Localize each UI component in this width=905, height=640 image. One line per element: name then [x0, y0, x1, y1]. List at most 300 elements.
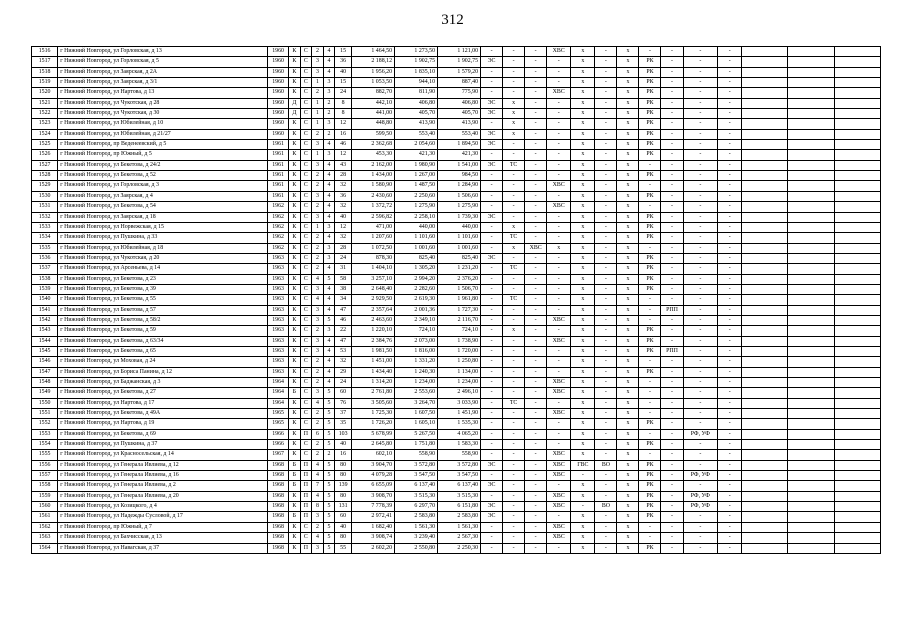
table-cell: П: [300, 502, 312, 512]
table-cell: -: [525, 129, 547, 139]
table-cell: П: [300, 543, 312, 553]
table-cell: -: [718, 78, 742, 88]
table-cell: 24: [335, 253, 352, 263]
table-row: [32, 98, 881, 108]
table-cell: 4: [323, 212, 335, 222]
table-cell: 406,80: [438, 98, 481, 108]
table-cell: [834, 543, 880, 553]
table-cell: [742, 274, 788, 284]
table-cell: х: [617, 119, 639, 129]
table-cell: -: [661, 419, 683, 429]
table-cell: -: [595, 326, 617, 336]
table-cell: -: [661, 78, 683, 88]
table-cell: [742, 119, 788, 129]
table-cell: 448,80: [352, 119, 395, 129]
table-cell: [834, 357, 880, 367]
table-cell: [742, 429, 788, 439]
table-cell: 2 583,80: [438, 512, 481, 522]
table-cell: х: [617, 264, 639, 274]
table-cell: [834, 274, 880, 284]
table-cell: -: [547, 171, 571, 181]
table-cell: -: [525, 109, 547, 119]
table-cell: РПП: [661, 305, 683, 315]
table-row: [32, 67, 881, 77]
table-cell: -: [595, 398, 617, 408]
table-cell: 1554: [32, 440, 58, 450]
table-cell: -: [661, 67, 683, 77]
table-cell: [742, 150, 788, 160]
table-cell: х: [571, 222, 595, 232]
table-cell: 1960: [268, 98, 289, 108]
table-cell: П: [300, 471, 312, 481]
table-cell: [788, 98, 834, 108]
table-cell: -: [595, 295, 617, 305]
table-cell: РК: [639, 481, 661, 491]
table-cell: х: [617, 295, 639, 305]
table-cell: х: [503, 98, 525, 108]
table-cell: РК: [639, 543, 661, 553]
table-cell: [742, 129, 788, 139]
table-cell: РК: [639, 367, 661, 377]
table-cell: 4: [312, 471, 324, 481]
table-cell: РК: [639, 491, 661, 501]
table-cell: ХВС: [547, 202, 571, 212]
table-cell: 2 362,68: [352, 140, 395, 150]
table-cell: -: [525, 440, 547, 450]
table-cell: -: [503, 253, 525, 263]
table-cell: 4: [323, 67, 335, 77]
table-cell: -: [547, 367, 571, 377]
table-cell: ХВС: [547, 502, 571, 512]
table-cell: -: [718, 450, 742, 460]
table-cell: РК: [639, 471, 661, 481]
table-cell: С: [300, 409, 312, 419]
table-cell: -: [547, 140, 571, 150]
table-row: [32, 171, 881, 181]
table-cell: -: [503, 460, 525, 470]
table-cell: -: [525, 481, 547, 491]
table-cell: 4 065,20: [438, 429, 481, 439]
table-cell: 3: [312, 160, 324, 170]
table-cell: 2 349,10: [395, 315, 438, 325]
table-cell: -: [525, 98, 547, 108]
table-cell: РК: [639, 140, 661, 150]
table-cell: -: [639, 295, 661, 305]
table-cell: -: [503, 57, 525, 67]
table-row: [32, 502, 881, 512]
table-cell: 775,90: [438, 88, 481, 98]
table-cell: -: [718, 202, 742, 212]
table-cell: -: [683, 481, 718, 491]
table-cell: РК: [639, 129, 661, 139]
table-cell: С: [300, 140, 312, 150]
table-cell: -: [525, 502, 547, 512]
table-cell: 1 231,20: [438, 264, 481, 274]
table-cell: [834, 109, 880, 119]
table-cell: -: [481, 295, 503, 305]
table-cell: х: [571, 202, 595, 212]
table-cell: г Нижний Новгород, ул Пушкина, д 37: [58, 440, 268, 450]
table-row: [32, 284, 881, 294]
table-cell: -: [525, 233, 547, 243]
table-cell: -: [547, 78, 571, 88]
table-cell: 984,50: [438, 171, 481, 181]
table-cell: -: [503, 378, 525, 388]
table-cell: г Нижний Новгород, ул Арсеньева, д 14: [58, 264, 268, 274]
table-cell: 602,10: [352, 450, 395, 460]
table-cell: 1564: [32, 543, 58, 553]
table-cell: [742, 367, 788, 377]
table-cell: -: [503, 78, 525, 88]
table-cell: 1963: [268, 274, 289, 284]
table-cell: -: [595, 57, 617, 67]
table-cell: -: [683, 264, 718, 274]
table-row: [32, 315, 881, 325]
table-cell: х: [503, 243, 525, 253]
table-cell: К: [289, 222, 301, 232]
table-cell: С: [300, 47, 312, 57]
table-cell: 1: [312, 78, 324, 88]
table-cell: -: [547, 357, 571, 367]
table-cell: К: [289, 150, 301, 160]
table-cell: [788, 481, 834, 491]
table-cell: -: [683, 274, 718, 284]
table-cell: 1 961,80: [438, 295, 481, 305]
table-cell: х: [571, 409, 595, 419]
table-cell: -: [525, 388, 547, 398]
table-cell: К: [289, 253, 301, 263]
table-cell: -: [503, 471, 525, 481]
table-cell: -: [595, 512, 617, 522]
table-cell: 442,10: [352, 98, 395, 108]
table-cell: -: [661, 502, 683, 512]
table-cell: -: [525, 191, 547, 201]
table-cell: 24: [335, 88, 352, 98]
table-row: [32, 212, 881, 222]
table-cell: -: [525, 67, 547, 77]
table-cell: -: [661, 202, 683, 212]
table-cell: 4: [323, 171, 335, 181]
table-cell: 4 079,28: [352, 471, 395, 481]
table-cell: 2: [323, 109, 335, 119]
table-cell: 1 101,60: [438, 233, 481, 243]
table-cell: -: [683, 222, 718, 232]
table-cell: -: [547, 440, 571, 450]
table-cell: [834, 47, 880, 57]
table-cell: [742, 47, 788, 57]
table-cell: С: [300, 191, 312, 201]
table-cell: 1533: [32, 222, 58, 232]
table-cell: [742, 533, 788, 543]
table-cell: -: [661, 398, 683, 408]
table-cell: -: [547, 109, 571, 119]
table-cell: -: [481, 409, 503, 419]
table-cell: -: [595, 440, 617, 450]
table-cell: 3: [312, 57, 324, 67]
table-cell: РК: [639, 88, 661, 98]
table-cell: 1: [312, 109, 324, 119]
table-cell: г Нижний Новгород, пр Южный, д 5: [58, 150, 268, 160]
table-cell: -: [525, 378, 547, 388]
table-cell: -: [718, 502, 742, 512]
table-cell: 6 151,80: [438, 502, 481, 512]
table-cell: 28: [335, 243, 352, 253]
table-cell: РК: [639, 98, 661, 108]
table-cell: 1 434,00: [352, 171, 395, 181]
table-cell: К: [289, 233, 301, 243]
table-cell: РПП: [661, 346, 683, 356]
table-cell: 1 275,90: [395, 202, 438, 212]
table-cell: С: [300, 212, 312, 222]
table-cell: 3: [323, 88, 335, 98]
table-cell: х: [571, 119, 595, 129]
table-cell: 1559: [32, 491, 58, 501]
table-cell: 5: [323, 429, 335, 439]
table-cell: -: [718, 57, 742, 67]
table-cell: -: [718, 119, 742, 129]
table-cell: 1519: [32, 78, 58, 88]
table-cell: -: [661, 171, 683, 181]
table-cell: х: [617, 522, 639, 532]
table-cell: 4: [312, 491, 324, 501]
table-row: [32, 450, 881, 460]
table-cell: 887,40: [438, 78, 481, 88]
table-cell: -: [503, 67, 525, 77]
table-cell: 1 234,00: [395, 378, 438, 388]
table-cell: 1968: [268, 502, 289, 512]
table-cell: -: [525, 450, 547, 460]
table-cell: х: [571, 233, 595, 243]
table-cell: [834, 388, 880, 398]
table-cell: 2 162,00: [352, 160, 395, 170]
table-cell: 2 384,76: [352, 336, 395, 346]
table-cell: С: [300, 533, 312, 543]
table-cell: -: [547, 160, 571, 170]
table-cell: [834, 264, 880, 274]
table-cell: 3 033,90: [438, 398, 481, 408]
table-cell: -: [481, 346, 503, 356]
table-cell: 5: [323, 481, 335, 491]
table-cell: -: [683, 543, 718, 553]
table-cell: 5: [323, 491, 335, 501]
table-cell: 3: [323, 253, 335, 263]
table-cell: -: [661, 109, 683, 119]
table-cell: 1960: [268, 67, 289, 77]
table-cell: -: [595, 346, 617, 356]
table-cell: г Нижний Новгород, ул Навагская, д 37: [58, 543, 268, 553]
table-cell: 1544: [32, 336, 58, 346]
table-cell: [834, 284, 880, 294]
table-cell: [788, 533, 834, 543]
table-cell: -: [683, 388, 718, 398]
table-cell: -: [683, 378, 718, 388]
table-cell: -: [683, 460, 718, 470]
table-cell: 5: [323, 533, 335, 543]
table-cell: х: [571, 88, 595, 98]
table-cell: [834, 367, 880, 377]
table-cell: -: [503, 191, 525, 201]
table-cell: х: [571, 129, 595, 139]
table-cell: РК: [639, 191, 661, 201]
table-cell: К: [289, 129, 301, 139]
table-cell: 882,70: [352, 88, 395, 98]
table-cell: -: [481, 398, 503, 408]
table-cell: -: [595, 315, 617, 325]
table-cell: 3 908,74: [352, 533, 395, 543]
table-cell: г Нижний Новгород, ул Заярская, д 4: [58, 191, 268, 201]
table-cell: 2: [312, 171, 324, 181]
table-cell: -: [481, 150, 503, 160]
table-cell: х: [571, 398, 595, 408]
table-cell: 1 561,30: [395, 522, 438, 532]
table-cell: х: [503, 222, 525, 232]
table-cell: -: [481, 367, 503, 377]
table-cell: -: [503, 171, 525, 181]
table-cell: [742, 171, 788, 181]
table-cell: [788, 140, 834, 150]
table-cell: РФ, УФ: [683, 491, 718, 501]
table-cell: 80: [335, 471, 352, 481]
table-cell: -: [503, 150, 525, 160]
table-row: [32, 222, 881, 232]
table-cell: 4: [323, 191, 335, 201]
table-cell: 2: [312, 202, 324, 212]
table-cell: ХВС: [547, 522, 571, 532]
table-cell: [788, 336, 834, 346]
table-cell: х: [571, 522, 595, 532]
table-cell: -: [595, 481, 617, 491]
table-cell: -: [481, 47, 503, 57]
table-cell: 1 121,00: [438, 47, 481, 57]
table-cell: х: [571, 57, 595, 67]
table-cell: г Нижний Новгород, ул Генерала Ивлиева, д 12: [58, 460, 268, 470]
table-cell: г Нижний Новгород, ул Бахчисская, д 13: [58, 533, 268, 543]
table-cell: 1539: [32, 284, 58, 294]
table-cell: С: [300, 346, 312, 356]
table-cell: -: [595, 243, 617, 253]
table-cell: [788, 440, 834, 450]
table-cell: -: [595, 202, 617, 212]
table-cell: -: [683, 57, 718, 67]
table-cell: 1 682,40: [352, 522, 395, 532]
table-cell: 4: [323, 357, 335, 367]
table-cell: 1 902,75: [438, 57, 481, 67]
table-cell: 2: [312, 181, 324, 191]
table-cell: 2 567,30: [438, 533, 481, 543]
table-cell: -: [525, 357, 547, 367]
table-cell: 3 908,70: [352, 491, 395, 501]
table-cell: -: [718, 295, 742, 305]
table-cell: [742, 191, 788, 201]
table-cell: [788, 450, 834, 460]
table-cell: 1: [312, 119, 324, 129]
table-cell: -: [683, 315, 718, 325]
table-cell: -: [683, 357, 718, 367]
table-cell: [788, 253, 834, 263]
table-cell: 2 972,41: [352, 512, 395, 522]
table-cell: 38: [335, 284, 352, 294]
table-cell: 1517: [32, 57, 58, 67]
table-cell: -: [683, 450, 718, 460]
table-cell: -: [503, 181, 525, 191]
table-cell: [834, 336, 880, 346]
table-cell: 1 894,50: [438, 140, 481, 150]
table-cell: г Нижний Новгород, ул Надежды Сусловой, д 17: [58, 512, 268, 522]
table-cell: 3: [312, 346, 324, 356]
table-cell: К: [289, 119, 301, 129]
table-cell: -: [525, 398, 547, 408]
table-cell: 4: [323, 295, 335, 305]
table-cell: [834, 419, 880, 429]
table-cell: 2 619,30: [395, 295, 438, 305]
table-cell: 1561: [32, 512, 58, 522]
table-cell: -: [503, 522, 525, 532]
table-cell: -: [595, 388, 617, 398]
table-cell: 413,90: [438, 119, 481, 129]
table-cell: 40: [335, 522, 352, 532]
table-cell: 5: [323, 460, 335, 470]
table-cell: -: [525, 202, 547, 212]
table-cell: -: [525, 171, 547, 181]
table-cell: [788, 429, 834, 439]
table-cell: [788, 67, 834, 77]
table-cell: -: [718, 47, 742, 57]
table-cell: [834, 233, 880, 243]
table-cell: -: [595, 78, 617, 88]
table-row: [32, 295, 881, 305]
table-cell: -: [718, 264, 742, 274]
table-cell: 4: [323, 367, 335, 377]
table-cell: 3: [323, 150, 335, 160]
table-cell: 1526: [32, 150, 58, 160]
table-cell: 2: [312, 419, 324, 429]
table-cell: -: [718, 440, 742, 450]
table-cell: 1961: [268, 140, 289, 150]
table-cell: 3: [323, 119, 335, 129]
table-cell: х: [503, 129, 525, 139]
table-cell: -: [683, 533, 718, 543]
table-cell: 2 073,00: [395, 336, 438, 346]
table-cell: г Нижний Новгород, ул Генерала Ивлиева, д 16: [58, 471, 268, 481]
table-cell: -: [525, 460, 547, 470]
table-cell: [742, 243, 788, 253]
table-row: [32, 191, 881, 201]
table-cell: -: [661, 140, 683, 150]
table-cell: -: [661, 471, 683, 481]
table-cell: [742, 502, 788, 512]
table-cell: 80: [335, 533, 352, 543]
table-cell: 1527: [32, 160, 58, 170]
table-cell: 3: [323, 222, 335, 232]
table-cell: 28: [335, 171, 352, 181]
table-cell: х: [571, 98, 595, 108]
table-cell: -: [525, 522, 547, 532]
table-cell: г Нижний Новгород, ул Нартова, д 19: [58, 419, 268, 429]
table-cell: -: [503, 357, 525, 367]
table-cell: 46: [335, 140, 352, 150]
table-cell: 12: [335, 119, 352, 129]
table-cell: 2: [312, 357, 324, 367]
table-cell: 7 778,39: [352, 502, 395, 512]
table-row: [32, 88, 881, 98]
table-cell: х: [617, 284, 639, 294]
table-cell: 1 134,00: [438, 367, 481, 377]
table-cell: ХВС: [547, 388, 571, 398]
table-cell: -: [547, 419, 571, 429]
table-cell: -: [718, 233, 742, 243]
table-cell: С: [300, 398, 312, 408]
table-cell: 5: [323, 471, 335, 481]
